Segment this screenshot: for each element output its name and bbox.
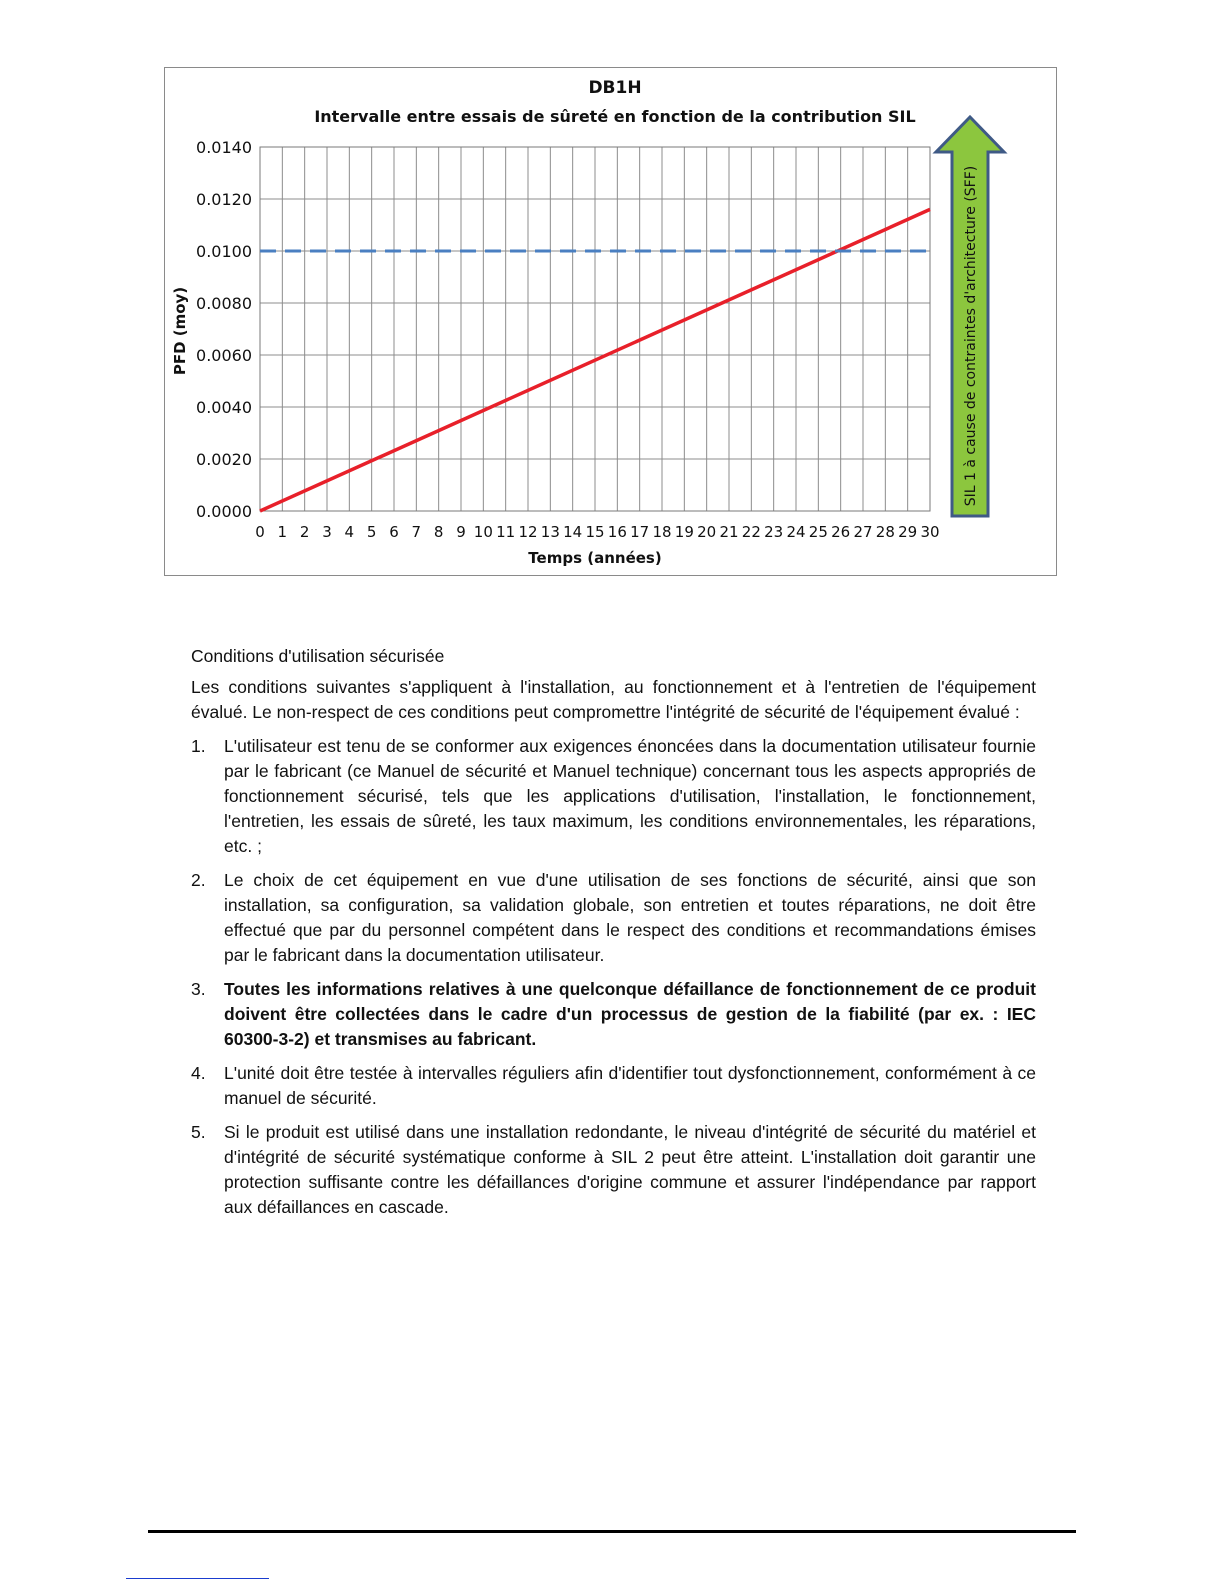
x-tick-label: 8 [433,523,444,541]
x-tick-label: 6 [389,523,399,541]
intro-paragraph: Les conditions suivantes s'appliquent à l'installation, au fonctionnement et à l'entretien de l'équipement évalué. Le non-respect de ces conditions peut compromettre l'intégrité de sécurité de l'équipement évalué : [191,677,1036,722]
y-tick-label: 0.0120 [196,190,252,209]
x-tick-label: 24 [786,523,806,541]
y-tick-label: 0.0020 [196,450,252,469]
condition-item-4 [191,1061,1036,1111]
x-tick-label: 13 [540,523,560,541]
x-tick-label: 26 [831,523,851,541]
condition-item-2 [191,868,1036,968]
bottom-link-underline [126,1578,269,1579]
y-tick-label: 0.0100 [196,242,252,261]
condition-number: 3. [191,979,206,999]
x-tick-label: 18 [652,523,672,541]
condition-number: 5. [191,1122,206,1142]
condition-item-3 [191,977,1036,1052]
y-axis-label: PFD (moy) [171,286,189,376]
x-tick-label: 4 [344,523,355,541]
x-tick-label: 9 [456,523,466,541]
x-tick-label: 21 [719,523,739,541]
condition-item-1 [191,734,1036,859]
condition-text: Si le produit est utilisé dans une installation redondante, le niveau d'intégrité de sécurité du matériel et d'intégrité de sécurité systématique conforme à SIL 2 peut être atteint. L'installation doit garantir une protection suffisante contre les défaillances d'origine commune et assurer l'indépendance par rapport aux défaillances en cascade. [224,1122,1036,1217]
condition-text: L'utilisateur est tenu de se conformer aux exigences énoncées dans la documentation utilisateur fournie par le fabricant (ce Manuel de sécurité et Manuel technique) concernant tous les aspects appropriés de fonctionnement sécurisé, tels que les applications d'utilisation, l'installation, le fonctionnement, l'entretien, les essais de sûreté, les taux maximum, les conditions environnementales, les réparations, etc. ; [224,736,1036,856]
chart-title: DB1H [588,78,642,98]
section-title: Conditions d'utilisation sécurisée [191,646,445,666]
condition-text: Le choix de cet équipement en vue d'une utilisation de ses fonctions de sécurité, ainsi que son installation, sa configuration, sa validation globale, son entretien et toutes réparations, ne doit être effectué que par du personnel compétent dans le respect des conditions et recommandations émises par le fabricant dans la documentation utilisateur. [224,870,1036,965]
safety-conditions-section [191,644,1036,1229]
conditions-list [191,734,1036,1220]
y-tick-label: 0.0060 [196,346,252,365]
x-tick-label: 30 [920,523,940,541]
x-tick-label: 7 [411,523,422,541]
footer-rule [148,1530,1076,1533]
x-tick-label: 10 [473,523,493,541]
x-tick-label: 17 [630,523,650,541]
y-tick-label: 0.0040 [196,398,252,417]
x-tick-label: 12 [518,523,538,541]
condition-text: Toutes les informations relatives à une quelconque défaillance de fonctionnement de ce produit doivent être collectées dans le cadre d'un processus de gestion de la fiabilité (par ex. : IEC 60300-3-2) et transmises au fabricant. [224,979,1036,1049]
x-tick-label: 19 [674,523,694,541]
chart-subtitle: Intervalle entre essais de sûreté en fonction de la contribution SIL [314,107,916,126]
condition-number: 4. [191,1063,206,1083]
y-tick-label: 0.0080 [196,294,252,313]
sil-arrow-label: SIL 1 à cause de contraintes d'architecture (SFF) [963,165,979,507]
x-tick-label: 3 [322,523,332,541]
x-tick-label: 1 [277,523,288,541]
x-tick-label: 27 [853,523,873,541]
pfd-chart [164,67,1057,576]
condition-text: L'unité doit être testée à intervalles réguliers afin d'identifier tout dysfonctionnement, conformément à ce manuel de sécurité. [224,1063,1036,1108]
x-tick-label: 0 [255,523,265,541]
x-axis-label: Temps (années) [528,549,662,567]
x-tick-label: 14 [563,523,583,541]
condition-number: 1. [191,736,206,756]
x-tick-label: 28 [875,523,895,541]
y-tick-label: 0.0140 [196,138,252,157]
x-tick-label: 5 [366,523,377,541]
x-tick-label: 16 [607,523,627,541]
x-tick-label: 25 [808,523,828,541]
y-tick-label: 0.0000 [196,502,252,521]
x-tick-label: 20 [697,523,717,541]
x-tick-label: 22 [741,523,761,541]
chart-svg [165,68,1056,575]
condition-item-5 [191,1120,1036,1220]
x-tick-label: 23 [764,523,784,541]
x-tick-label: 11 [496,523,516,541]
condition-number: 2. [191,870,206,890]
x-tick-label: 2 [299,523,310,541]
x-tick-label: 15 [585,523,605,541]
x-tick-label: 29 [898,523,918,541]
